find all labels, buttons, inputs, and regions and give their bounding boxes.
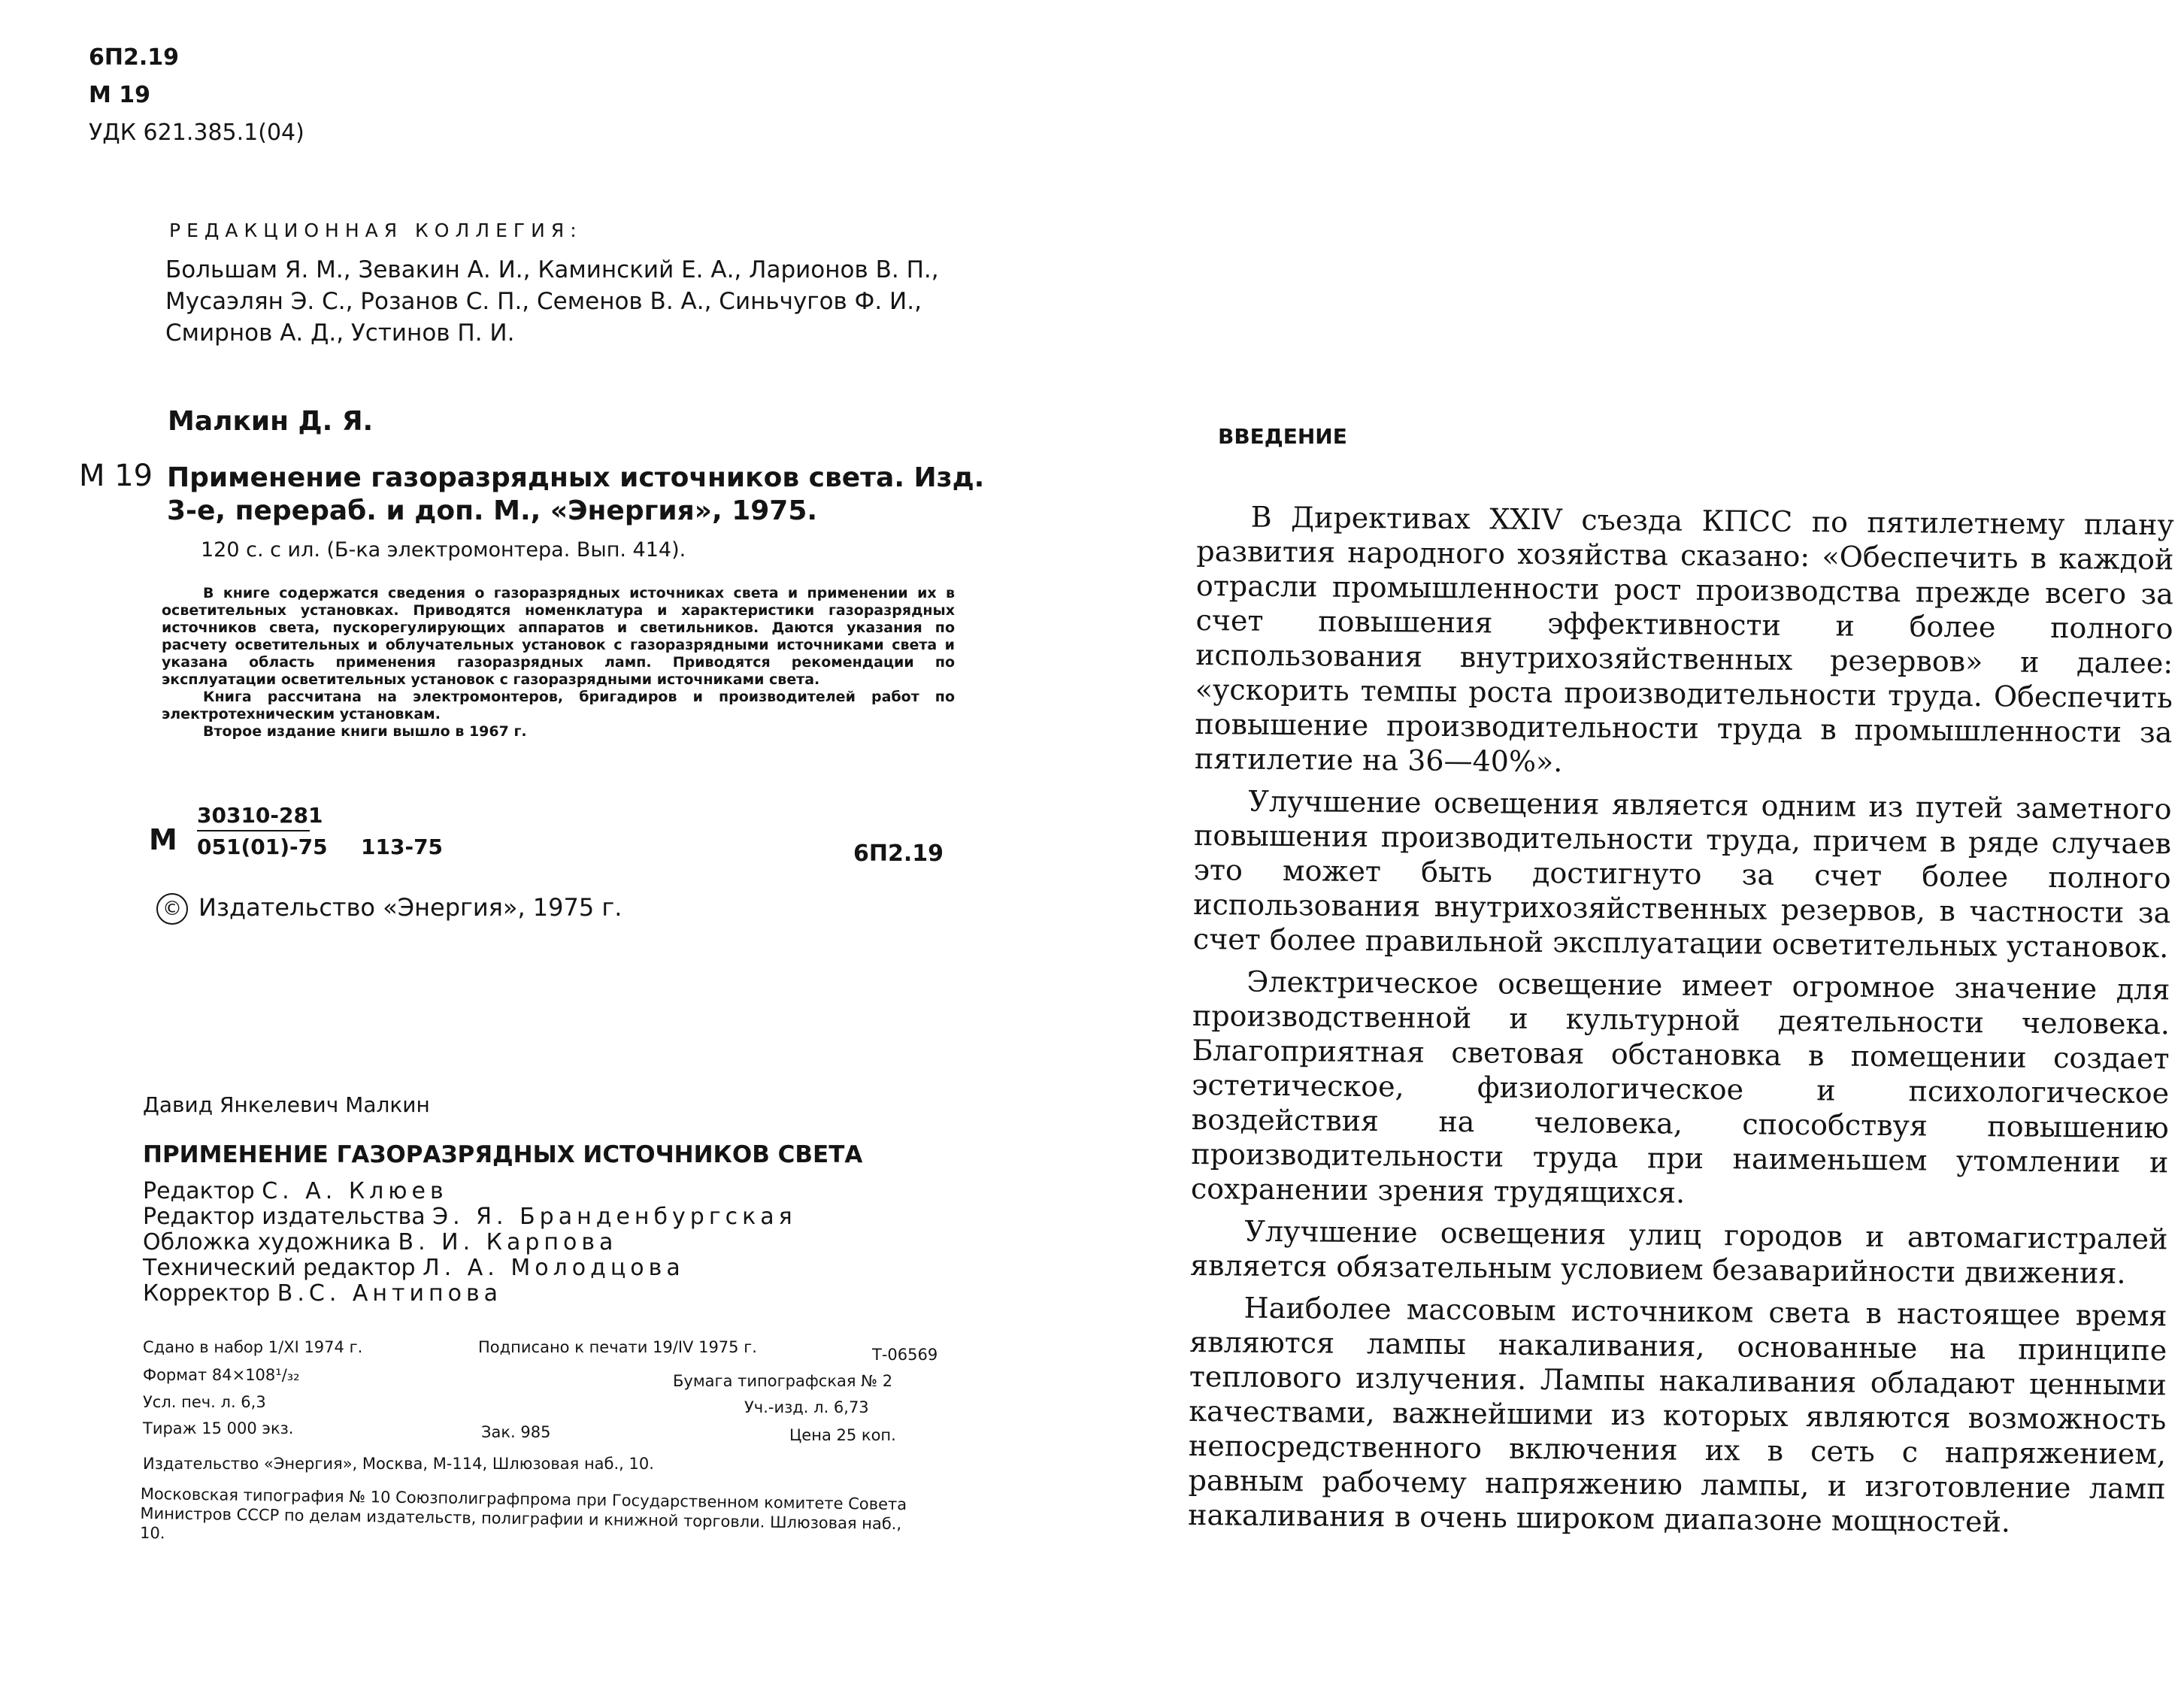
- printer-info: Московская типография № 10 Союзполиграфпрома при Государственном комитете Совета Министров СССР по делам издательств, полиграфии и книжной торговли. Шлюзовая наб., 10.: [139, 1484, 907, 1543]
- print-submitted: Сдано в набор 1/XI 1974 г.: [143, 1338, 363, 1356]
- intro-paragraph: Улучшение освещения является одним из путей заметного повышения производительности труда, причем в ряде случаев это может быть достигнуто за счет более полного использования внутрихозяйственных резервов, в частности за счет более правильной эксплуатации осветительных установок.: [1192, 784, 2172, 965]
- classification-denominator: 051(01)-75: [197, 834, 328, 859]
- credit-name: Л. А. Молодцова: [423, 1255, 685, 1281]
- credit-role: Технический редактор: [143, 1255, 416, 1281]
- classification-numerator: 30310-281: [197, 803, 323, 828]
- annotation-paragraph: В книге содержатся сведения о газоразрядных источниках света и применении их в осветительных установках. Приводятся номенклатура и характеристики газоразрядных источников света, пускорегулирующих аппаратов и светильников. Даются указания по расчету осветительных и облучательных установок с газоразрядными источниками света и указана область применения газоразрядных ламп. Приводятся рекомендации по эксплуатации осветительных установок с газоразрядными источниками света.: [162, 585, 955, 688]
- copyright-line: [156, 893, 622, 925]
- intro-paragraph: Улучшение освещения улиц городов и автомагистралей является обязательным условием безаварийности движения.: [1189, 1214, 2168, 1290]
- record-pages: 120 с. с ил. (Б-ка электромонтера. Вып. 414).: [201, 538, 686, 562]
- annotation-paragraph: Книга рассчитана на электромонтеров, бригадиров и производителей работ по электротехническим установкам.: [162, 689, 955, 722]
- introduction-text: [1188, 499, 2174, 1548]
- credit-row: [143, 1204, 797, 1230]
- credit-name: В. И. Карпова: [398, 1229, 618, 1255]
- credit-role: Редактор издательства: [143, 1204, 426, 1230]
- editorial-board-title: РЕДАКЦИОННАЯ КОЛЛЕГИЯ:: [169, 220, 583, 241]
- classification-number: 113-75: [361, 834, 444, 859]
- credit-role: Корректор: [143, 1280, 271, 1307]
- copyright-text: Издательство «Энергия», 1975 г.: [198, 893, 622, 922]
- right-page: [1092, 0, 2184, 1681]
- record-mark: М 19: [79, 459, 153, 493]
- annotation-paragraph: Второе издание книги вышло в 1967 г.: [203, 723, 527, 740]
- credit-row: [143, 1255, 797, 1281]
- credit-role: Обложка художника: [143, 1229, 391, 1255]
- print-signed: Подписано к печати 19/IV 1975 г.: [478, 1338, 757, 1356]
- chapter-heading: ВВЕДЕНИЕ: [1218, 424, 1347, 449]
- print-sheets: Усл. печ. л. 6,3: [143, 1393, 266, 1411]
- credit-name: Э. Я. Бранденбургская: [432, 1204, 797, 1230]
- publication-sheets: Уч.-изд. л. 6,73: [744, 1398, 869, 1416]
- credit-role: Редактор: [143, 1178, 255, 1204]
- copyright-icon: ©: [156, 893, 188, 925]
- udk-code: УДК 621.385.1(04): [89, 120, 304, 146]
- classification-fraction-line: [197, 830, 310, 831]
- credit-row: [143, 1281, 797, 1307]
- catalog-codes: [89, 39, 304, 152]
- credit-name: С. А. Клюев: [262, 1178, 448, 1204]
- print-code: Т-06569: [872, 1346, 938, 1364]
- credit-row: [143, 1179, 797, 1204]
- imprint-credits: [143, 1179, 797, 1307]
- intro-paragraph: В Директивах XXIV съезда КПСС по пятилетнему плану развития народного хозяйства сказано: «Обеспечить в каждой отрасли промышленности рост производства прежде всего за счет повышения эффективности и более полного использования внутрихозяйственных резервов» и далее: «ускорить темпы роста производительности труда. Обеспечить повышение производительности труда в промышленности за пятилетие на 36—40%».: [1194, 500, 2174, 779]
- print-price: Цена 25 коп.: [789, 1426, 896, 1444]
- annotation: [162, 585, 955, 741]
- classification-index: 6П2.19: [853, 840, 944, 867]
- record-title: Применение газоразрядных источников света. Изд. 3-е, перераб. и доп. М., «Энергия», 1975.: [167, 462, 985, 526]
- intro-paragraph: Электрическое освещение имеет огромное значение для производственной и культурной деятельности человека. Благоприятная световая обстановка в помещении создает эстетическое, физиологическое и психологическое воздействия на человека, способствуя повышению производительности труда при наименьшем утомлении и сохранении зрения трудящихся.: [1190, 965, 2170, 1210]
- print-run: Тираж 15 000 экз.: [143, 1419, 294, 1437]
- imprint-author: Давид Янкелевич Малкин: [143, 1092, 430, 1117]
- classification-letter: М: [149, 823, 177, 856]
- record-author: Малкин Д. Я.: [168, 406, 374, 437]
- credit-row: [143, 1230, 797, 1255]
- intro-paragraph: Наиболее массовым источником света в настоящее время являются лампы накаливания, основанные на принципе теплового излучения. Лампы накаливания обладают ценными качествами, важнейшими из которых являются возможность непосредственного включения их в сеть с напряжением, равным рабочему напряжению лампы, и изготовление ламп накаливания в очень широком диапазоне мощностей.: [1188, 1291, 2167, 1539]
- imprint-title: ПРИМЕНЕНИЕ ГАЗОРАЗРЯДНЫХ ИСТОЧНИКОВ СВЕТА: [143, 1141, 863, 1168]
- print-paper: Бумага типографская № 2: [673, 1372, 893, 1390]
- editorial-board-members: Большам Я. М., Зевакин А. И., Каминский Е. А., Ларионов В. П., Мусаэлян Э. С., Розанов С. П., Семенов В. А., Синьчугов Ф. И., Смирнов А. Д., Устинов П. И.: [165, 256, 939, 347]
- publisher-address: Издательство «Энергия», Москва, М-114, Шлюзовая наб., 10.: [143, 1455, 654, 1473]
- print-order: Зак. 985: [481, 1423, 551, 1441]
- bbk-code: 6П2.19: [89, 44, 179, 71]
- author-mark: М 19: [89, 82, 151, 108]
- credit-name: В.С. Антипова: [277, 1280, 503, 1307]
- print-format: Формат 84×108¹/₃₂: [143, 1366, 300, 1384]
